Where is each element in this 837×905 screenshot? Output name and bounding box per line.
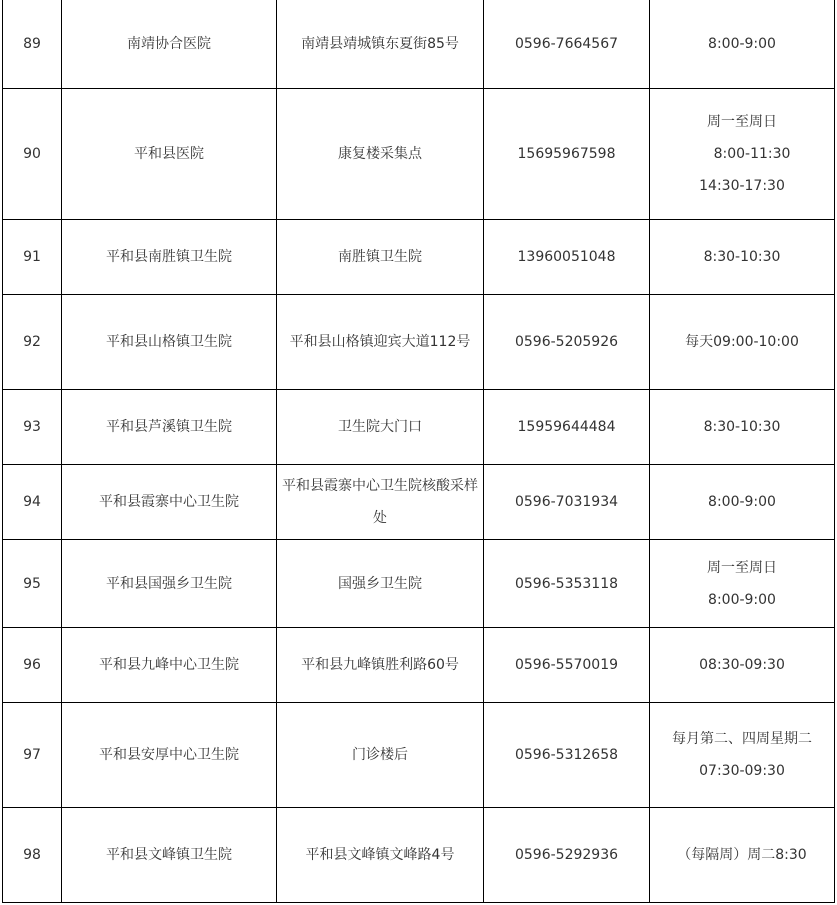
service-time-line: （每隔周）周二8:30 <box>677 847 807 863</box>
service-time-cell <box>650 808 835 903</box>
row-number-cell: 95 <box>3 540 62 628</box>
hospital-name-cell: 平和县芦溪镇卫生院 <box>62 390 277 465</box>
phone-cell: 0596-5570019 <box>484 628 650 703</box>
service-time-cell <box>650 628 835 703</box>
table-row <box>3 703 835 808</box>
service-time-cell <box>650 295 835 390</box>
hospital-name-cell: 平和县医院 <box>62 89 277 220</box>
service-time-cell <box>650 703 835 808</box>
phone-cell: 0596-7664567 <box>484 0 650 89</box>
hospital-name-cell: 南靖协合医院 <box>62 0 277 89</box>
phone-cell: 13960051048 <box>484 220 650 295</box>
phone-cell: 0596-5292936 <box>484 808 650 903</box>
phone-cell: 0596-5205926 <box>484 295 650 390</box>
phone-cell: 0596-5312658 <box>484 703 650 808</box>
service-time-cell <box>650 465 835 540</box>
row-number-cell: 98 <box>3 808 62 903</box>
hospital-name-cell: 平和县国强乡卫生院 <box>62 540 277 628</box>
hospital-name-cell: 平和县霞寨中心卫生院 <box>62 465 277 540</box>
service-time-line: 8:00-9:00 <box>708 591 776 608</box>
table-row <box>3 808 835 903</box>
hospital-name-cell: 平和县安厚中心卫生院 <box>62 703 277 808</box>
row-number-cell: 96 <box>3 628 62 703</box>
service-time-line: 周一至周日 <box>707 114 777 130</box>
service-time-line: 14:30-17:30 <box>699 178 785 194</box>
service-time-line: 周一至周日 <box>707 559 777 576</box>
row-number-cell: 97 <box>3 703 62 808</box>
service-time-line: 8:30-10:30 <box>703 249 781 265</box>
table-row <box>3 89 835 220</box>
row-number-cell: 94 <box>3 465 62 540</box>
service-time-cell <box>650 540 835 628</box>
location-cell: 国强乡卫生院 <box>277 540 484 628</box>
hospital-name-cell: 平和县南胜镇卫生院 <box>62 220 277 295</box>
sampling-sites-table <box>2 0 835 903</box>
hospital-name-cell: 平和县文峰镇卫生院 <box>62 808 277 903</box>
table-row <box>3 0 835 89</box>
location-cell: 卫生院大门口 <box>277 390 484 465</box>
table-row <box>3 628 835 703</box>
location-cell: 门诊楼后 <box>277 703 484 808</box>
phone-cell: 15695967598 <box>484 89 650 220</box>
table-row <box>3 390 835 465</box>
location-cell: 南靖县靖城镇东夏街85号 <box>277 0 484 89</box>
service-time-cell <box>650 89 835 220</box>
table-row <box>3 295 835 390</box>
location-cell: 平和县霞寨中心卫生院核酸采样处 <box>277 465 484 540</box>
phone-cell: 0596-5353118 <box>484 540 650 628</box>
service-time-line: 8:00-9:00 <box>708 35 776 52</box>
location-cell: 南胜镇卫生院 <box>277 220 484 295</box>
service-time-line: 每天09:00-10:00 <box>685 334 799 350</box>
row-number-cell: 90 <box>3 89 62 220</box>
table-row <box>3 220 835 295</box>
phone-cell: 0596-7031934 <box>484 465 650 540</box>
location-cell: 平和县文峰镇文峰路4号 <box>277 808 484 903</box>
phone-cell: 15959644484 <box>484 390 650 465</box>
service-time-line: 每月第二、四周星期二07:30-09:30 <box>672 731 812 779</box>
service-time-line: 08:30-09:30 <box>699 657 785 673</box>
service-time-cell <box>650 0 835 89</box>
row-number-cell: 89 <box>3 0 62 89</box>
service-time-cell <box>650 390 835 465</box>
hospital-name-cell: 平和县山格镇卫生院 <box>62 295 277 390</box>
table-row <box>3 540 835 628</box>
row-number-cell: 92 <box>3 295 62 390</box>
location-cell: 平和县山格镇迎宾大道112号 <box>277 295 484 390</box>
service-time-line: 8:00-9:00 <box>708 494 776 510</box>
service-time-line: 8:00-11:30 <box>713 146 791 162</box>
table-body <box>3 0 835 903</box>
location-cell: 康复楼采集点 <box>277 89 484 220</box>
location-cell: 平和县九峰镇胜利路60号 <box>277 628 484 703</box>
service-time-cell <box>650 220 835 295</box>
service-time-line: 8:30-10:30 <box>703 419 781 435</box>
row-number-cell: 93 <box>3 390 62 465</box>
table-row <box>3 465 835 540</box>
hospital-name-cell: 平和县九峰中心卫生院 <box>62 628 277 703</box>
row-number-cell: 91 <box>3 220 62 295</box>
